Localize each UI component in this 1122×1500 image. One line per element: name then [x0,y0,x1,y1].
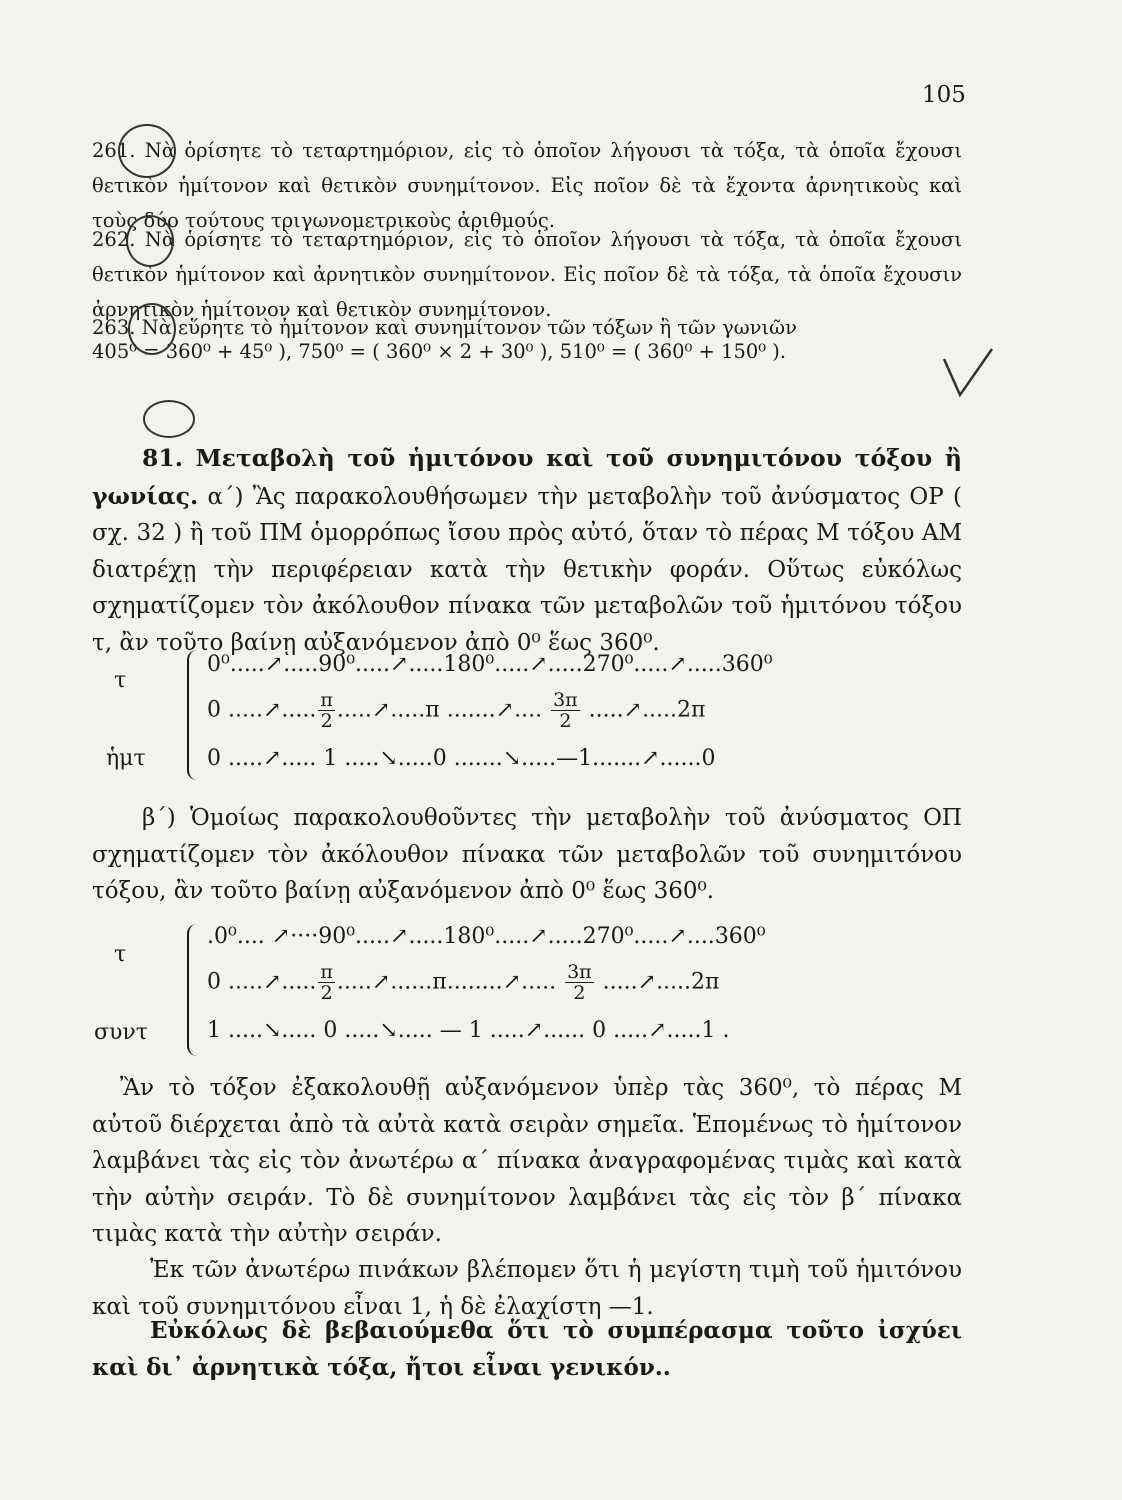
paragraph-e: Εὐκόλως δὲ βεβαιούμεθα ὅτι τὸ συμπέρασμα τοῦτο ἰσχύει καὶ δι᾿ ἀρνητικὰ τόξα, ἤτοι εἶναι γενικόν.. [92,1317,962,1381]
exercise-number: 263. [92,316,136,339]
rad-2pi: 2π [677,697,706,723]
val: 0 [323,1018,338,1043]
sine-variation-table [92,650,952,780]
table-row-values: 1 .....↘..... 0 .....↘..... — 1 .....↗...... 0 .....↗.....1 . [207,1018,730,1043]
arrow-up-icon: ↗ [648,1018,667,1043]
deg-180: 180⁰ [443,924,495,949]
val: 1 [323,746,338,771]
rad-pi: π [432,969,447,995]
arrow-up-icon: ↗ [262,969,282,995]
table-label-arc: τ [114,942,127,967]
table-row-values: 0 .....↗..... 1 .....↘.....0 .......↘.....—1.......↗......0 [207,746,716,771]
pencil-circle-81 [143,400,195,438]
paragraph-a [92,440,962,661]
exercise-text: Νὰ ὁρίσητε τὸ τεταρτημόριον, εἰς τὸ ὁποῖον λήγουσι τὰ τόξα, τὰ ὁποῖα ἔχουσι θετικὸν ἡμίτονον καὶ ἀρνητικὸν συνημίτονον. Εἰς ποῖον δὲ τὰ τόξα, τὰ ὁποῖα ἔχουσιν ἀρνητικὸν ἡμίτονον καὶ θετικὸν συνημίτονον. [92,228,962,321]
paragraph-a-text: Ἂς παρακολουθήσωμεν τὴν μεταβολὴν τοῦ ἀνύσματος ΟΡ ( σχ. 32 ) ἢ τοῦ ΠΜ ὁμορρόπως ἴσου πρὸς αὐτό, ὅταν τὸ πέρας Μ τόξου ΑΜ διατρέχῃ τὴν περιφέρειαν κατὰ τὴν θετικὴν φοράν. Οὕτως εὐκόλως σχηματίζομεν τὸν ἀκόλουθον πίνακα τῶν μεταβολῶν τοῦ ἡμιτόνου τόξου τ, ἂν τοῦτο βαίνῃ αὐξανόμενον ἀπὸ 0⁰ ἕως 360⁰. [92,483,962,656]
arrow-up-icon: ↗ [524,1018,544,1043]
rad-0: 0 [207,969,221,995]
paragraph-d: Ἐκ τῶν ἀνωτέρω πινάκων βλέπομεν ὅτι ἡ μεγίστη τιμὴ τοῦ ἡμιτόνου καὶ τοῦ συνημιτόνου εἶναι 1, ἡ δὲ ἐλαχίστη —1. [92,1257,962,1320]
arrow-down-icon: ↘ [262,1018,282,1043]
page-number: 105 [922,82,966,108]
deg-270: 270⁰ [582,652,634,677]
arrow-up-icon: ↗ [262,697,282,723]
arrow-up-icon: ↗ [271,924,291,949]
arrow-up-icon: ↗ [495,697,515,723]
arrow-up-icon: ↗ [390,652,409,677]
fraction-3pi-over-2: $\frac{3\pi}{2}$ [553,689,578,732]
pencil-circle-263 [128,303,176,355]
val: —1 [556,746,593,771]
val: 0 [432,746,447,771]
val: — 1 [439,1018,483,1043]
val: 0 [592,1018,607,1043]
val: 0 [207,746,221,771]
arrow-up-icon: ↗ [529,924,548,949]
arrow-up-icon: ↗ [641,746,660,771]
arrow-up-icon: ↗ [529,652,548,677]
rad-0: 0 [207,697,221,723]
arrow-down-icon: ↘ [379,1018,398,1043]
rad-pi: π [425,697,440,723]
table-brace [187,650,201,780]
paragraph-a-label: α΄) [207,483,244,510]
val: 1 [701,1018,716,1043]
table-brace [187,924,201,1056]
table-label-cosine: συντ [94,1020,148,1045]
arrow-down-icon: ↘ [502,746,522,771]
arrow-up-icon: ↗ [623,697,643,723]
arrow-up-icon: ↗ [371,969,391,995]
deg-360: 360⁰ [721,652,773,677]
paragraph-b: β΄) Ὁμοίως παρακολουθοῦντες τὴν μεταβολὴν τοῦ ἀνύσματος ΟΠ σχηματίζομεν τὸν ἀκόλουθον πίνακα τῶν μεταβολῶν τοῦ συνημιτόνου τόξου, ἂν τοῦτο βαίνῃ αὐξανόμενον ἀπὸ 0⁰ ἕως 360⁰. [92,805,962,904]
exercise-text: Νὰ εὕρητε τὸ ἡμίτονον καὶ συνημίτονον τῶν τόξων ἢ τῶν γωνιῶν [141,316,797,339]
deg-90: 90⁰ [318,924,356,949]
deg-360: 360⁰ [714,924,766,949]
table-row-radians: 0 .....↗..... $\frac{\pi}{2}$ .....↗.....π .......↗.... $\frac{3\pi}{2}$ .....↗.....2π [207,689,706,732]
arrow-up-icon: ↗ [371,697,391,723]
table-row-degrees: .0⁰.... ↗····90⁰.....↗.....180⁰.....↗.....270⁰.....↗....360⁰ [207,924,766,949]
fraction-pi-over-2: $\frac{\pi}{2}$ [320,689,333,732]
section-heading-text: 81. Μεταβολὴ τοῦ ἡμιτόνου καὶ τοῦ συνημιτόνου τόξου ἢ γωνίας. [92,444,962,510]
exercise-number: 262. [92,228,136,251]
exercise-263-formula: 405⁰ = 360⁰ + 45⁰ ), 750⁰ = ( 360⁰ × 2 + 30⁰ ), 510⁰ = ( 360⁰ + 150⁰ ). [92,340,787,363]
cosine-variation-table [92,920,952,1050]
arrow-up-icon: ↗ [502,969,522,995]
val: 0 [701,746,716,771]
arrow-up-icon: ↗ [668,924,687,949]
fraction-pi-over-2: $\frac{\pi}{2}$ [320,961,333,1004]
arrow-up-icon: ↗ [668,652,687,677]
deg-180: 180⁰ [443,652,495,677]
arrow-up-icon: ↗ [264,652,284,677]
val: 1 [207,1018,221,1043]
arrow-up-icon: ↗ [637,969,657,995]
table-label-sine: ἡμτ [106,746,146,771]
table-row-degrees: 0⁰.....↗.....90⁰.....↗.....180⁰.....↗.....270⁰.....↗.....360⁰ [207,652,773,677]
table-label-arc: τ [114,668,127,693]
checkmark-icon [938,345,998,405]
pencil-circle-262 [126,215,174,267]
arrow-down-icon: ↘ [379,746,398,771]
arrow-up-icon: ↗ [390,924,409,949]
fraction-3pi-over-2: $\frac{3\pi}{2}$ [567,961,592,1004]
pencil-circle-261 [118,124,176,178]
exercise-text: Νὰ ὁρίσητε τὸ τεταρτημόριον, εἰς τὸ ὁποῖον λήγουσι τὰ τόξα, τὰ ὁποῖα ἔχουσι θετικὸν ἡμίτονον καὶ θετικὸν συνημίτονον. Εἰς ποῖον δὲ τὰ ἔχοντα ἀρνητικοὺς καὶ τοὺς δύο τούτους τριγωνομετρικοὺς ἀριθμούς. [92,139,962,232]
rad-2pi: 2π [691,969,720,995]
paragraph-c: Ἂν τὸ τόξον ἐξακολουθῇ αὐξανόμενον ὑπὲρ τὰς 360⁰, τὸ πέρας Μ αὐτοῦ διέρχεται ἀπὸ τὰ αὐτὰ κατὰ σειρὰν σημεῖα. Ἑπομένως τὸ ἡμίτονον λαμβάνει τὰς εἰς τὸν ἀνωτέρω α΄ πίνακα ἀναγραφομένας τιμὰς καὶ κατὰ τὴν αὐτὴν σειράν. Τὸ δὲ συνημίτονον λαμβάνει τὰς εἰς τὸν β΄ πίνακα τιμὰς κατὰ τὴν αὐτὴν σειράν. [92,1075,962,1247]
table-row-radians: 0 .....↗..... $\frac{\pi}{2}$ .....↗......π........↗..... $\frac{3\pi}{2}$ .....↗.....2π [207,961,720,1004]
arrow-up-icon: ↗ [262,746,282,771]
exercise-number: 261. [92,139,136,162]
deg-90: 90⁰ [318,652,356,677]
deg-270: 270⁰ [582,924,634,949]
deg-0: 0⁰ [214,924,237,949]
deg-0: 0⁰ [207,652,230,677]
